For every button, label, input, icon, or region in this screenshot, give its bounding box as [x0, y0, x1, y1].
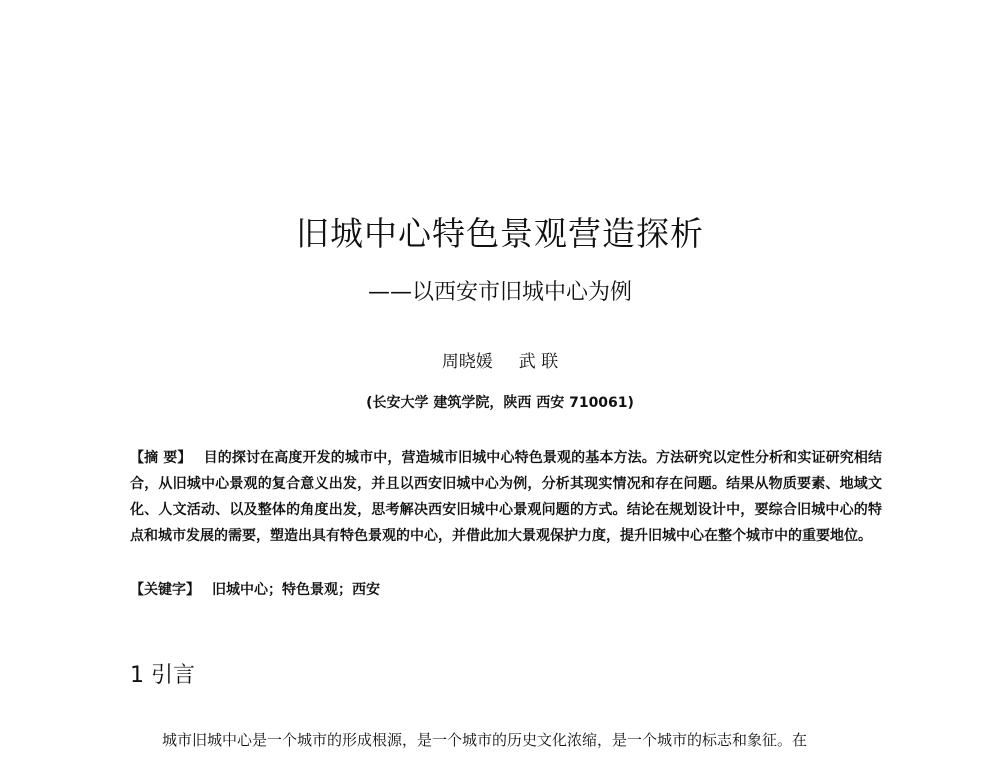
- author-line: [0, 349, 1000, 375]
- section-heading: 1 引言: [130, 663, 195, 688]
- author-1: 周晓媛: [441, 352, 493, 372]
- affiliation: (长安大学 建筑学院，陕西 西安 710061): [366, 395, 634, 411]
- body-paragraph: 城市旧城中心是一个城市的形成根源，是一个城市的历史文化浓缩，是一个城市的标志和象征。在: [162, 731, 808, 749]
- keywords-text: 旧城中心；特色景观；西安: [212, 582, 380, 598]
- paper-title: 旧城中心特色景观营造探析: [296, 214, 704, 253]
- abstract-text: 目的探讨在高度开发的城市中，营造城市旧城中心特色景观的基本方法。方法研究以定性分析和实证研究相结合，从旧城中心景观的复合意义出发，并且以西安旧城中心为例，分析其现实情况和存在问题。结果从物质要素、地域文化、人文活动、以及整体的角度出发，思考解决西安旧城中心景观问题的方式。结论在规划设计中，要综合旧城中心的特点和城市发展的需要，塑造出具有特色景观的中心，并借此加大景观保护力度，提升旧城中心在整个城市中的重要地位。: [130, 450, 882, 544]
- abstract-label: 【摘 要】: [130, 450, 192, 466]
- paper-subtitle: ——以西安市旧城中心为例: [367, 280, 632, 305]
- keywords: [130, 577, 882, 603]
- abstract: [130, 445, 882, 549]
- author-2: 武 联: [518, 352, 559, 372]
- keywords-label: 【关键字】: [130, 582, 200, 598]
